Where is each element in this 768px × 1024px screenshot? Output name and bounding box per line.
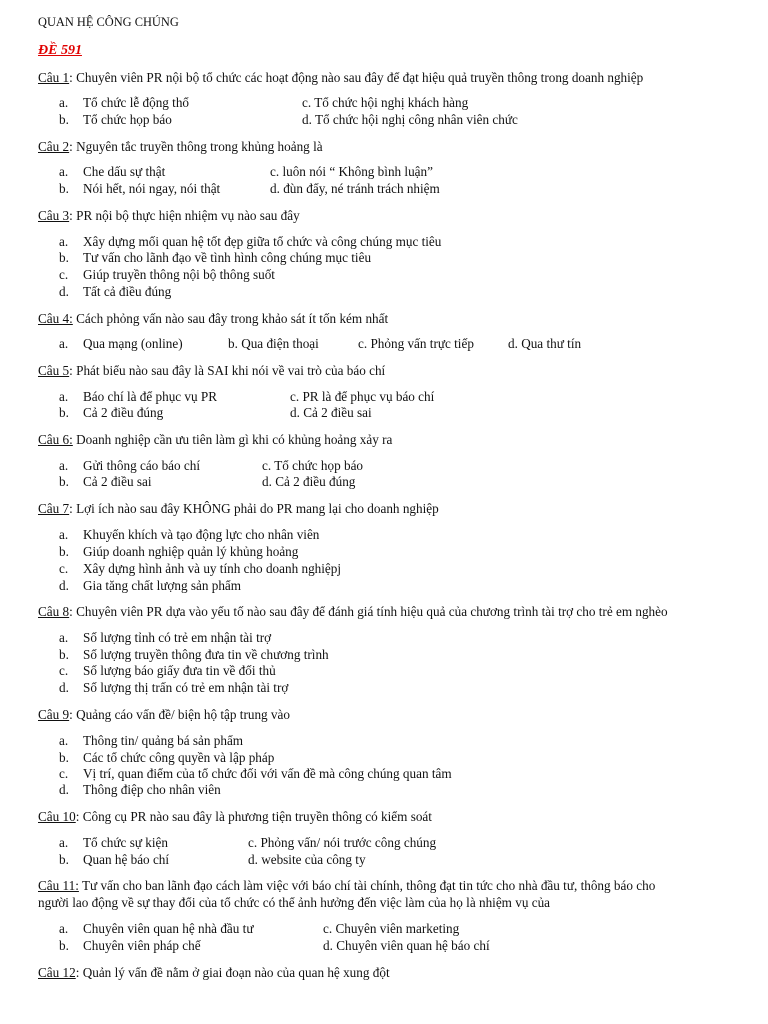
option-c: c. Tổ chức hội nghị khách hàng <box>302 95 469 110</box>
option-a: a. Số lượng tỉnh có trẻ em nhận tài trợ <box>59 630 272 645</box>
question-label: Câu 3 <box>38 208 70 223</box>
question-label: Câu 4: <box>38 311 73 326</box>
question-1: Câu 1: Chuyên viên PR nội bộ tổ chức các hoạt động nào sau đây để đạt hiệu quả truyền thông trong doanh nghiệp <box>38 70 644 85</box>
option-b: b. Tổ chức họp báo <box>59 112 172 127</box>
option-c: c. Tổ chức họp báo <box>262 458 364 473</box>
question-7: Câu 7: Lợi ích nào sau đây KHÔNG phải do PR mang lại cho doanh nghiệp <box>38 501 439 516</box>
option-c: c. PR là để phục vụ báo chí <box>290 389 435 404</box>
exam-code: ĐỀ 591 <box>38 43 82 58</box>
option-d: d. website của công ty <box>248 852 366 867</box>
option-d: d. Qua thư tín <box>508 336 582 351</box>
question-label: Câu 12 <box>38 965 76 980</box>
option-a: a. Thông tin/ quảng bá sản phẩm <box>59 733 244 748</box>
question-label: Câu 2 <box>38 139 70 154</box>
question-text: Chuyên viên PR dựa vào yếu tố nào sau đây để đánh giá tính hiệu quả của chương trình tài trợ cho trẻ em nghèo <box>72 604 668 619</box>
option-b: b. Cả 2 điều sai <box>59 474 152 489</box>
option-d: d. Thông điệp cho nhân viên <box>59 782 221 797</box>
question-5: Câu 5: Phát biểu nào sau đây là SAI khi nói về vai trò của báo chí <box>38 363 386 378</box>
option-b: b. Cả 2 điều đúng <box>59 405 164 420</box>
question-label: Câu 9 <box>38 707 70 722</box>
option-c: c. Vị trí, quan điểm của tổ chức đối với vấn đề mà công chúng quan tâm <box>59 766 452 781</box>
question-text: Tư vấn cho ban lãnh đạo cách làm việc với báo chí tài chính, thông đạt tin tức cho nhà đầu tư, thông báo cho <box>78 878 656 893</box>
question-12: Câu 12: Quản lý vấn đề nằm ở giai đoạn nào của quan hệ xung đột <box>38 965 390 980</box>
question-11 <box>38 878 655 893</box>
question-text: Quản lý vấn đề nằm ở giai đoạn nào của quan hệ xung đột <box>79 965 390 980</box>
question-label: Câu 11: <box>38 878 79 893</box>
question-text: Chuyên viên PR nội bộ tổ chức các hoạt động nào sau đây để đạt hiệu quả truyền thông trong doanh nghiệp <box>72 70 644 85</box>
option-b: b. Chuyên viên pháp chế <box>59 938 201 953</box>
option-c: c. Phỏng vấn/ nói trước công chúng <box>248 835 437 850</box>
question-text: Lợi ích nào sau đây KHÔNG phải do PR mang lại cho doanh nghiệp <box>72 501 439 516</box>
question-label: Câu 7 <box>38 501 70 516</box>
option-b: b. Các tổ chức công quyền và lập pháp <box>59 750 275 765</box>
question-text: Quảng cáo vấn đề/ biện hộ tập trung vào <box>72 707 290 722</box>
option-d: d. Tổ chức hội nghị công nhân viên chức <box>302 112 518 127</box>
question-4 <box>38 311 388 326</box>
option-a: a. Tổ chức sự kiện <box>59 835 168 850</box>
question-text: PR nội bộ thực hiện nhiệm vụ nào sau đây <box>72 208 300 223</box>
question-text: Cách phỏng vấn nào sau đây trong khảo sát ít tốn kém nhất <box>72 311 389 326</box>
question-6 <box>38 432 392 447</box>
option-d: d. Tất cả điều đúng <box>59 284 172 299</box>
option-d: d. Gia tăng chất lượng sản phẩm <box>59 578 242 593</box>
option-d: d. Cả 2 điều sai <box>290 405 372 420</box>
question-label: Câu 1 <box>38 70 70 85</box>
option-b: b. Tư vấn cho lãnh đạo về tình hình công chúng mục tiêu <box>59 250 372 265</box>
option-b: b. Nói hết, nói ngay, nói thật <box>59 181 221 196</box>
option-c: c. luôn nói “ Không bình luận” <box>270 164 433 179</box>
question-10: Câu 10: Công cụ PR nào sau đây là phương tiện truyền thông có kiểm soát <box>38 809 432 824</box>
option-c: c. Số lượng báo giấy đưa tin về đối thủ <box>59 663 276 678</box>
question-9: Câu 9: Quảng cáo vấn đề/ biện hộ tập trung vào <box>38 707 290 722</box>
question-text: Doanh nghiệp cần ưu tiên làm gì khi có khủng hoảng xảy ra <box>72 432 393 447</box>
option-b: b. Quan hệ báo chí <box>59 852 170 867</box>
option-a: a. Chuyên viên quan hệ nhà đầu tư <box>59 921 254 936</box>
question-text: Nguyên tắc truyền thông trong khủng hoảng là <box>72 139 323 154</box>
question-label: Câu 5 <box>38 363 70 378</box>
option-a: a. Gửi thông cáo báo chí <box>59 458 201 473</box>
question-11-continued: người lao động về sự thay đổi của tổ chức có thể ảnh hưởng đến việc làm của họ là nhiệm vụ của <box>38 895 551 910</box>
option-a: a. Qua mạng (online) <box>59 336 183 351</box>
option-c: c. Giúp truyền thông nội bộ thông suốt <box>59 267 275 282</box>
question-text: Phát biểu nào sau đây là SAI khi nói về vai trò của báo chí <box>72 363 386 378</box>
option-c: c. Chuyên viên marketing <box>323 921 460 936</box>
question-label: Câu 8 <box>38 604 70 619</box>
option-a: a. Báo chí là để phục vụ PR <box>59 389 218 404</box>
option-b: b. Giúp doanh nghiệp quản lý khủng hoảng <box>59 544 299 559</box>
question-8: Câu 8: Chuyên viên PR dựa vào yếu tố nào sau đây để đánh giá tính hiệu quả của chương trình tài trợ cho trẻ em nghèo <box>38 604 668 619</box>
option-c: c. Xây dựng hình ảnh và uy tính cho doanh nghiệpj <box>59 561 342 576</box>
option-d: d. đùn đẩy, né tránh trách nhiệm <box>270 181 440 196</box>
question-label: Câu 6: <box>38 432 73 447</box>
document-title: QUAN HỆ CÔNG CHÚNG <box>38 15 179 29</box>
option-a: a. Xây dựng mối quan hệ tốt đẹp giữa tổ chức và công chúng mục tiêu <box>59 234 442 249</box>
option-a: a. Khuyến khích và tạo động lực cho nhân viên <box>59 527 320 542</box>
option-b: b. Số lượng truyền thông đưa tin về chương trình <box>59 647 329 662</box>
question-2: Câu 2: Nguyên tắc truyền thông trong khủng hoảng là <box>38 139 323 154</box>
question-text: Công cụ PR nào sau đây là phương tiện truyền thông có kiểm soát <box>79 809 432 824</box>
option-a: a. Tổ chức lễ động thổ <box>59 95 190 110</box>
question-label: Câu 10 <box>38 809 76 824</box>
option-c: c. Phỏng vấn trực tiếp <box>358 336 474 351</box>
option-d: d. Cả 2 điều đúng <box>262 474 356 489</box>
option-b: b. Qua điện thoại <box>228 336 319 351</box>
option-d: d. Chuyên viên quan hệ báo chí <box>323 938 490 953</box>
option-a: a. Che dấu sự thật <box>59 164 166 179</box>
option-d: d. Số lượng thị trấn có trẻ em nhận tài trợ <box>59 680 289 695</box>
question-3: Câu 3: PR nội bộ thực hiện nhiệm vụ nào sau đây <box>38 208 300 223</box>
